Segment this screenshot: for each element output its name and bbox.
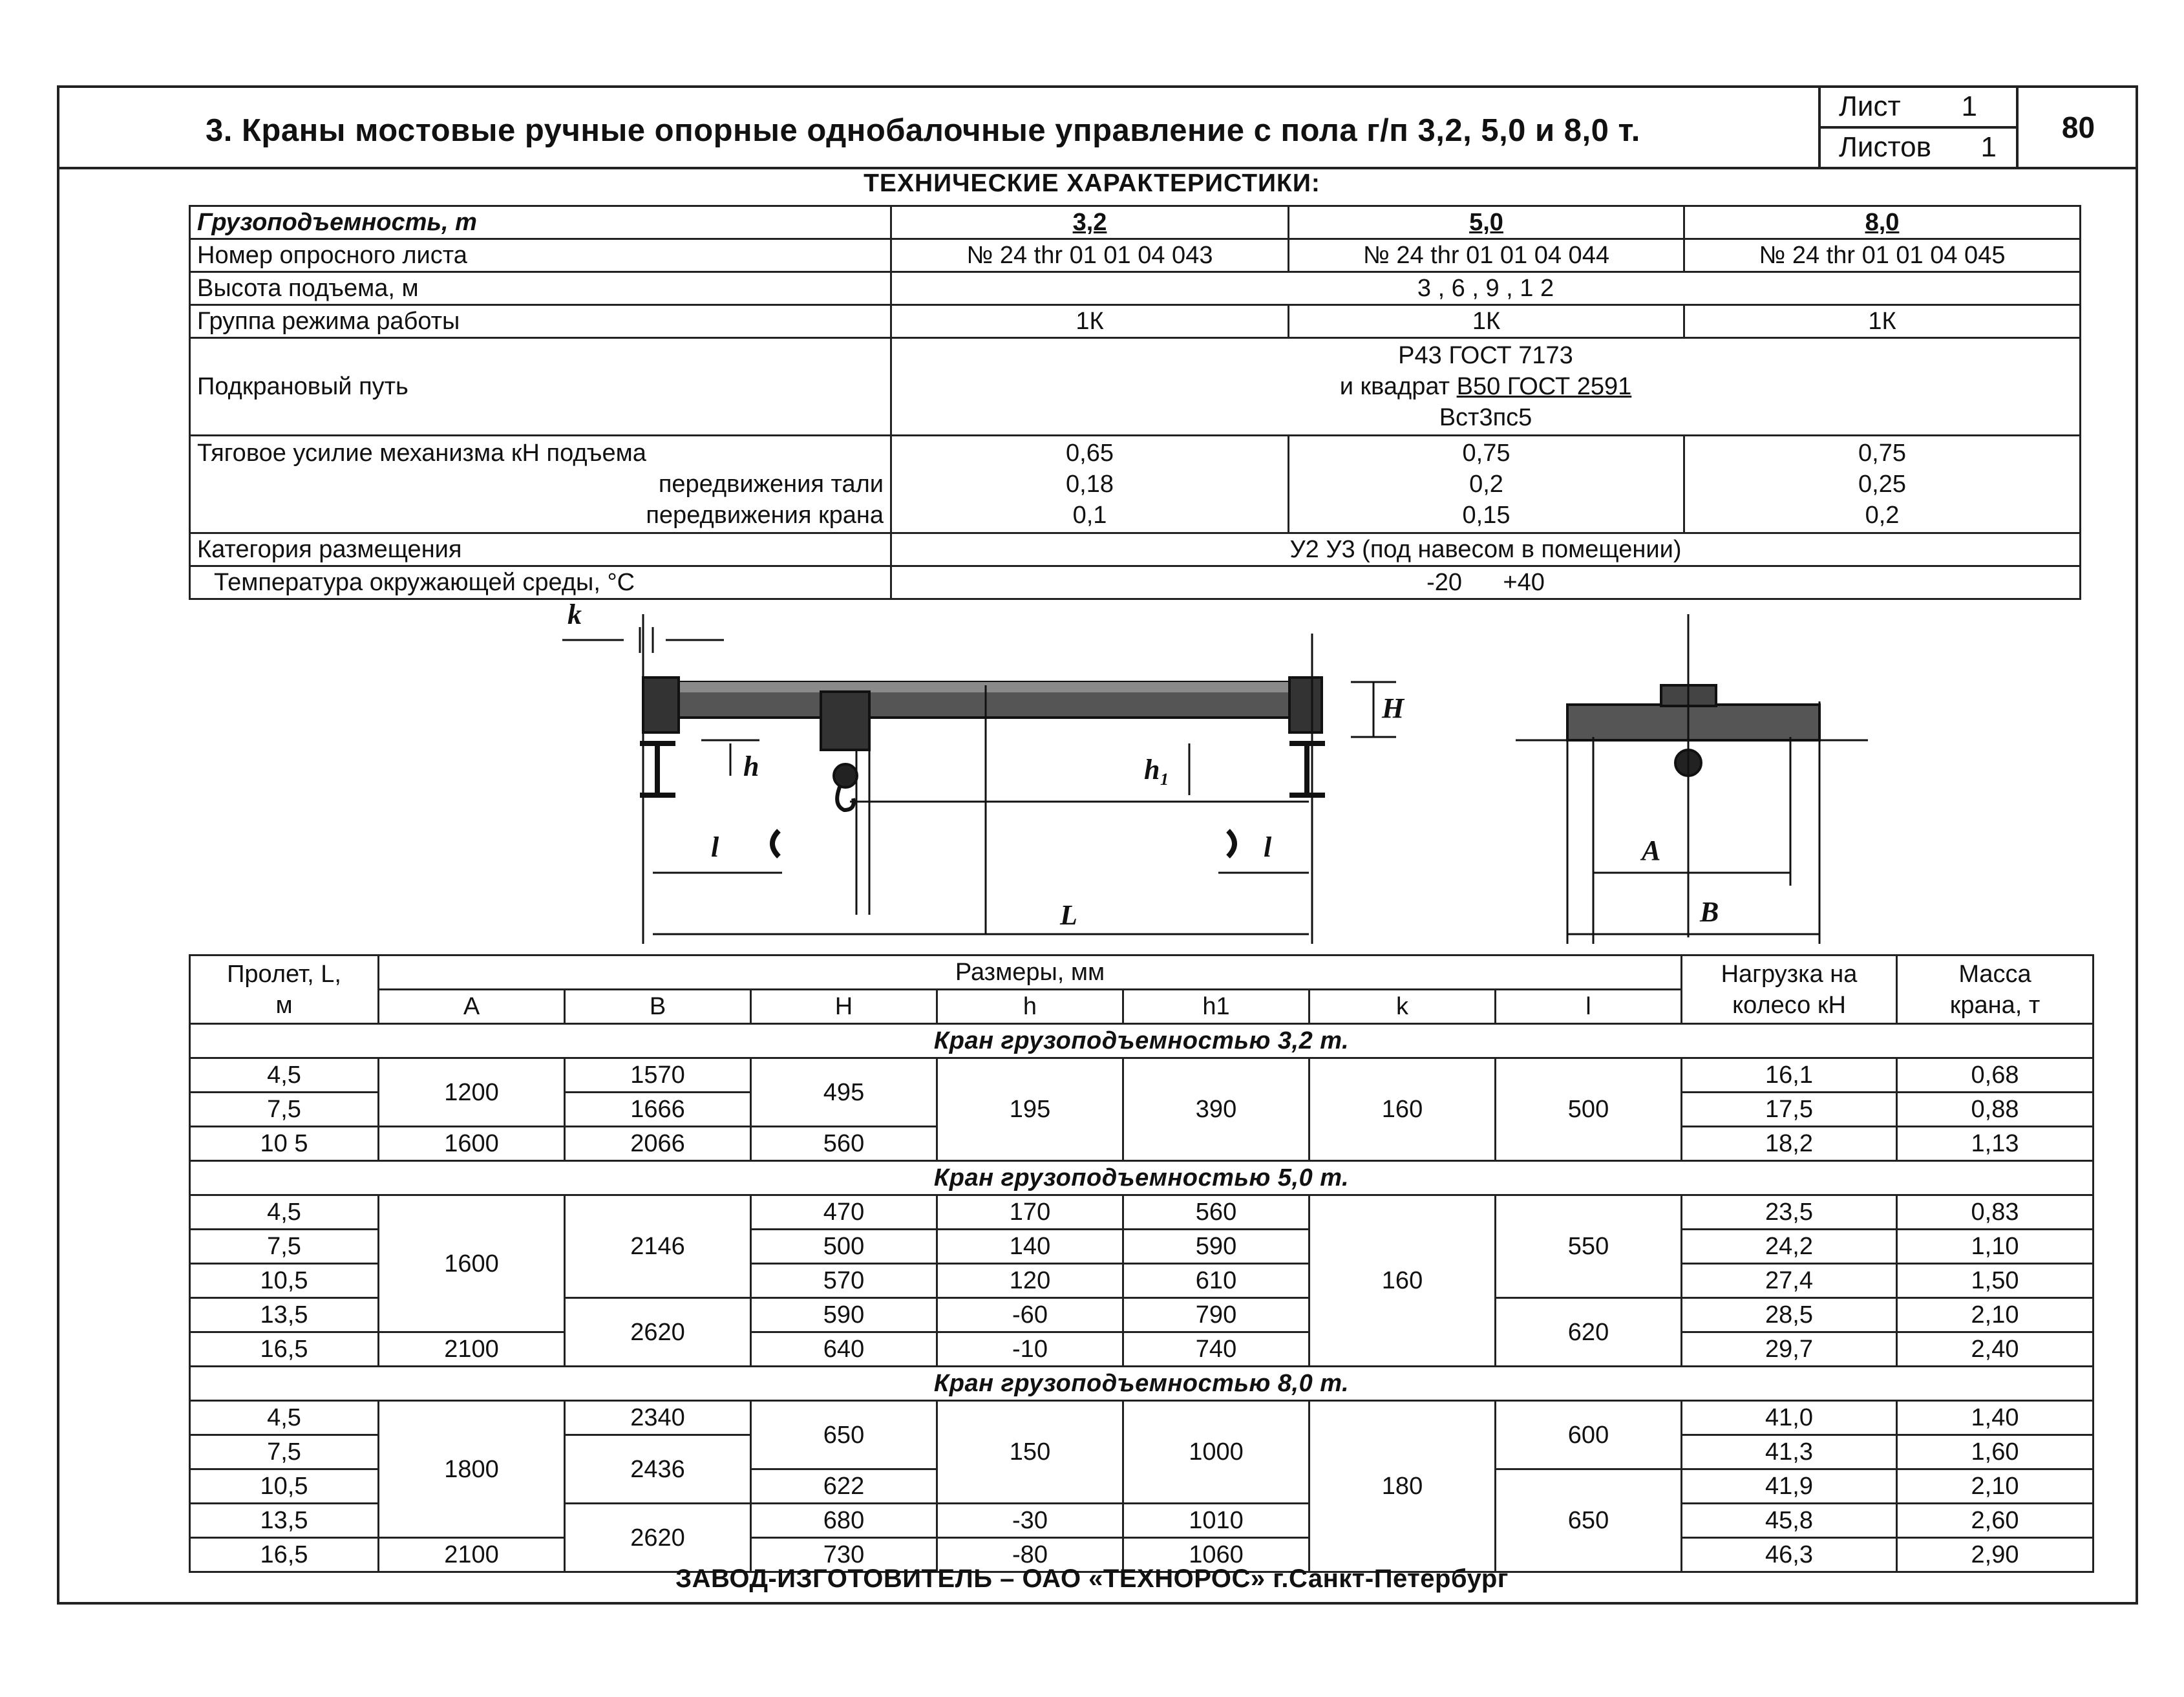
h1-cell: 1010 xyxy=(1123,1504,1309,1538)
mass-cell: 2,10 xyxy=(1897,1298,2094,1332)
span-header xyxy=(190,955,379,1024)
h-cell: -30 xyxy=(937,1504,1123,1538)
B-cell: 1666 xyxy=(565,1093,751,1127)
B-cell: 1570 xyxy=(565,1058,751,1093)
rail-value xyxy=(891,338,2081,436)
table-row xyxy=(190,1195,2094,1230)
A-cell: 1200 xyxy=(379,1058,565,1127)
A-cell: 1800 xyxy=(379,1401,565,1538)
span-cell: 10 5 xyxy=(190,1127,379,1161)
mass-cell: 2,10 xyxy=(1897,1469,2094,1504)
questionnaire-value: № 24 thr 01 01 04 043 xyxy=(891,239,1289,272)
sheet-header xyxy=(57,85,2138,169)
h1-cell: 610 xyxy=(1123,1264,1309,1298)
sheet-row xyxy=(1821,85,2016,129)
load-cell: 27,4 xyxy=(1682,1264,1897,1298)
H-cell: 640 xyxy=(751,1332,937,1367)
rail-line-2-standard: В50 ГОСТ 2591 xyxy=(1456,373,1632,400)
h1-cell: 1000 xyxy=(1123,1401,1309,1504)
manufacturer-footer: ЗАВОД-ИЗГОТОВИТЕЛЬ – ОАО «ТЕХНОРОС» г.Санкт-Петербург xyxy=(675,1564,1509,1593)
H-cell: 495 xyxy=(751,1058,937,1127)
B-cell: 2436 xyxy=(565,1435,751,1504)
placement-label: Категория размещения xyxy=(190,533,891,566)
dim-label-H: H xyxy=(1382,692,1405,724)
duty-group-label: Группа режима работы xyxy=(190,305,891,338)
duty-group-value: 1К xyxy=(1289,305,1684,338)
traction-values xyxy=(891,436,1289,533)
temperature-value: -20 +40 xyxy=(891,566,2081,599)
mass-cell: 0,88 xyxy=(1897,1093,2094,1127)
col-header-A: A xyxy=(379,990,565,1024)
l-cell: 500 xyxy=(1496,1058,1682,1161)
mass-cell: 1,60 xyxy=(1897,1435,2094,1469)
duty-group-value: 1К xyxy=(891,305,1289,338)
load-cell: 23,5 xyxy=(1682,1195,1897,1230)
H-cell: 570 xyxy=(751,1264,937,1298)
temperature-label: Температура окружающей среды, °С xyxy=(190,566,891,599)
l-cell: 550 xyxy=(1496,1195,1682,1298)
mass-cell: 0,68 xyxy=(1897,1058,2094,1093)
span-cell: 7,5 xyxy=(190,1093,379,1127)
span-cell: 13,5 xyxy=(190,1504,379,1538)
A-cell: 2100 xyxy=(379,1332,565,1367)
load-header-line-2: колесо кН xyxy=(1732,991,1846,1019)
load-cell: 45,8 xyxy=(1682,1504,1897,1538)
capacity-row xyxy=(190,206,2081,239)
H-cell: 730 xyxy=(751,1538,937,1572)
load-header xyxy=(1682,955,1897,1024)
mass-header-line-2: крана, т xyxy=(1949,991,2041,1019)
load-cell: 28,5 xyxy=(1682,1298,1897,1332)
B-cell: 2620 xyxy=(565,1298,751,1367)
duty-group-row xyxy=(190,305,2081,338)
rail-label: Подкрановый путь xyxy=(190,338,891,436)
table-row xyxy=(190,1332,2094,1367)
span-cell: 4,5 xyxy=(190,1401,379,1435)
H-cell: 622 xyxy=(751,1469,937,1504)
traction-trolley-value: 0,2 xyxy=(1469,471,1503,498)
traction-lift-value: 0,75 xyxy=(1462,440,1511,467)
l-cell: 600 xyxy=(1496,1401,1682,1469)
k-cell: 160 xyxy=(1309,1195,1496,1367)
k-cell: 160 xyxy=(1309,1058,1496,1161)
span-header-line-2: м xyxy=(275,991,293,1019)
mass-cell: 1,50 xyxy=(1897,1264,2094,1298)
load-cell: 24,2 xyxy=(1682,1230,1897,1264)
h1-cell: 790 xyxy=(1123,1298,1309,1332)
span-cell: 4,5 xyxy=(190,1195,379,1230)
load-cell: 16,1 xyxy=(1682,1058,1897,1093)
traction-trolley-value: 0,25 xyxy=(1858,471,1906,498)
col-header-H: H xyxy=(751,990,937,1024)
load-cell: 18,2 xyxy=(1682,1127,1897,1161)
traction-label xyxy=(190,436,891,533)
dim-label-l-right: l xyxy=(1264,831,1272,863)
mass-cell: 1,13 xyxy=(1897,1127,2094,1161)
B-cell: 2620 xyxy=(565,1504,751,1572)
traction-values xyxy=(1289,436,1684,533)
questionnaire-row xyxy=(190,239,2081,272)
span-cell: 16,5 xyxy=(190,1538,379,1572)
capacity-value: 8,0 xyxy=(1684,206,2081,239)
span-cell: 10,5 xyxy=(190,1264,379,1298)
mass-cell: 2,90 xyxy=(1897,1538,2094,1572)
dim-label-L: L xyxy=(1060,899,1077,931)
document-title: 3. Краны мостовые ручные опорные однобалочные управление с пола г/п 3,2, 5,0 и 8,0 т. xyxy=(206,113,1640,148)
capacity-value: 3,2 xyxy=(891,206,1289,239)
load-header-line-1: Нагрузка на xyxy=(1721,960,1858,988)
mass-header xyxy=(1897,955,2094,1024)
page-number: 80 xyxy=(2061,111,2095,144)
mass-header-line-1: Масса xyxy=(1958,960,2031,988)
placement-value: У2 У3 (под навесом в помещении) xyxy=(891,533,2081,566)
span-cell: 4,5 xyxy=(190,1058,379,1093)
section-row xyxy=(190,1024,2094,1058)
rail-row xyxy=(190,338,2081,436)
H-cell: 680 xyxy=(751,1504,937,1538)
sheet-value: 1 xyxy=(1961,91,1977,122)
duty-group-value: 1К xyxy=(1684,305,2081,338)
sheets-label: Листов xyxy=(1839,131,1931,163)
mass-cell: 0,83 xyxy=(1897,1195,2094,1230)
h-cell: 170 xyxy=(937,1195,1123,1230)
section-row xyxy=(190,1161,2094,1195)
traction-trolley-value: 0,18 xyxy=(1066,471,1114,498)
section-title: Кран грузоподъемностью 3,2 т. xyxy=(190,1024,2094,1058)
load-cell: 41,0 xyxy=(1682,1401,1897,1435)
questionnaire-value: № 24 thr 01 01 04 045 xyxy=(1684,239,2081,272)
l-cell: 620 xyxy=(1496,1298,1682,1367)
load-cell: 29,7 xyxy=(1682,1332,1897,1367)
sheets-value: 1 xyxy=(1980,131,1997,163)
sheets-row xyxy=(1821,126,2016,167)
dimensions-table xyxy=(189,954,2094,1573)
dim-label-h: h xyxy=(743,751,759,782)
dim-label-A: A xyxy=(1642,835,1661,866)
span-cell: 16,5 xyxy=(190,1332,379,1367)
placement-row xyxy=(190,533,2081,566)
H-cell: 500 xyxy=(751,1230,937,1264)
lift-height-value: 3 , 6 , 9 , 1 2 xyxy=(891,272,2081,305)
section-title: Кран грузоподъемностью 8,0 т. xyxy=(190,1367,2094,1401)
table-row xyxy=(190,1401,2094,1435)
h-cell: -10 xyxy=(937,1332,1123,1367)
dim-label-l-left: l xyxy=(711,831,719,863)
sizes-header: Размеры, мм xyxy=(379,955,1682,990)
span-cell: 10,5 xyxy=(190,1469,379,1504)
h1-cell: 740 xyxy=(1123,1332,1309,1367)
H-cell: 470 xyxy=(751,1195,937,1230)
traction-crane-value: 0,15 xyxy=(1462,502,1511,529)
dim-label-h1: h₁ xyxy=(1144,754,1170,785)
traction-lift-value: 0,65 xyxy=(1066,440,1114,467)
questionnaire-label: Номер опросного листа xyxy=(190,239,891,272)
table-row xyxy=(190,1058,2094,1093)
h-cell: 140 xyxy=(937,1230,1123,1264)
H-cell: 590 xyxy=(751,1298,937,1332)
tech-specs-heading: ТЕХНИЧЕСКИЕ ХАРАКТЕРИСТИКИ: xyxy=(864,169,1320,197)
capacity-label: Грузоподъемность, т xyxy=(190,206,891,239)
B-cell: 2066 xyxy=(565,1127,751,1161)
H-cell: 650 xyxy=(751,1401,937,1469)
questionnaire-value: № 24 thr 01 01 04 044 xyxy=(1289,239,1684,272)
h-cell: 120 xyxy=(937,1264,1123,1298)
col-header-k: k xyxy=(1309,990,1496,1024)
section-title: Кран грузоподъемностью 5,0 т. xyxy=(190,1161,2094,1195)
span-cell: 13,5 xyxy=(190,1298,379,1332)
dim-label-k: k xyxy=(567,599,582,630)
rail-line-3: Вст3пс5 xyxy=(1439,404,1532,431)
col-header-h1: h1 xyxy=(1123,990,1309,1024)
capacity-value: 5,0 xyxy=(1289,206,1684,239)
h1-cell: 560 xyxy=(1123,1195,1309,1230)
B-cell: 2146 xyxy=(565,1195,751,1298)
mass-cell: 1,10 xyxy=(1897,1230,2094,1264)
load-cell: 17,5 xyxy=(1682,1093,1897,1127)
temperature-row xyxy=(190,566,2081,599)
traction-crane-value: 0,1 xyxy=(1072,502,1107,529)
span-header-line-1: Пролет, L, xyxy=(227,960,341,988)
traction-row xyxy=(190,436,2081,533)
mass-cell: 1,40 xyxy=(1897,1401,2094,1435)
l-cell: 650 xyxy=(1496,1469,1682,1572)
A-cell: 1600 xyxy=(379,1195,565,1332)
h-cell: 195 xyxy=(937,1058,1123,1161)
h-cell: -80 xyxy=(937,1538,1123,1572)
h-cell: 150 xyxy=(937,1401,1123,1504)
B-cell: 2340 xyxy=(565,1401,751,1435)
lift-height-label: Высота подъема, м xyxy=(190,272,891,305)
rail-line-1: Р43 ГОСТ 7173 xyxy=(1398,342,1573,369)
rail-line-2-prefix: и квадрат xyxy=(1339,373,1450,400)
sheet-label: Лист xyxy=(1839,91,1901,122)
tech-specs-table xyxy=(189,205,2081,600)
sheet-info xyxy=(1818,85,2019,169)
section-row xyxy=(190,1367,2094,1401)
A-cell: 1600 xyxy=(379,1127,565,1161)
h-cell: -60 xyxy=(937,1298,1123,1332)
h1-cell: 1060 xyxy=(1123,1538,1309,1572)
span-cell: 7,5 xyxy=(190,1230,379,1264)
mass-cell: 2,40 xyxy=(1897,1332,2094,1367)
A-cell: 2100 xyxy=(379,1538,565,1572)
traction-trolley-label: передвижения тали xyxy=(658,471,884,498)
h1-cell: 590 xyxy=(1123,1230,1309,1264)
H-cell: 560 xyxy=(751,1127,937,1161)
traction-crane-label: передвижения крана xyxy=(646,502,884,529)
traction-crane-value: 0,2 xyxy=(1865,502,1900,529)
lift-height-row xyxy=(190,272,2081,305)
load-cell: 41,3 xyxy=(1682,1435,1897,1469)
col-header-B: B xyxy=(565,990,751,1024)
traction-values xyxy=(1684,436,2081,533)
k-cell: 180 xyxy=(1309,1401,1496,1572)
traction-lift-label: Тяговое усилие механизма кН подъема xyxy=(197,440,646,467)
dims-header-row-1 xyxy=(190,955,2094,990)
span-cell: 7,5 xyxy=(190,1435,379,1469)
h1-cell: 390 xyxy=(1123,1058,1309,1161)
load-cell: 41,9 xyxy=(1682,1469,1897,1504)
col-header-l: l xyxy=(1496,990,1682,1024)
rail-line-2 xyxy=(898,371,2073,402)
load-cell: 46,3 xyxy=(1682,1538,1897,1572)
col-header-h: h xyxy=(937,990,1123,1024)
mass-cell: 2,60 xyxy=(1897,1504,2094,1538)
traction-lift-value: 0,75 xyxy=(1858,440,1906,467)
dim-label-B: B xyxy=(1700,896,1719,928)
